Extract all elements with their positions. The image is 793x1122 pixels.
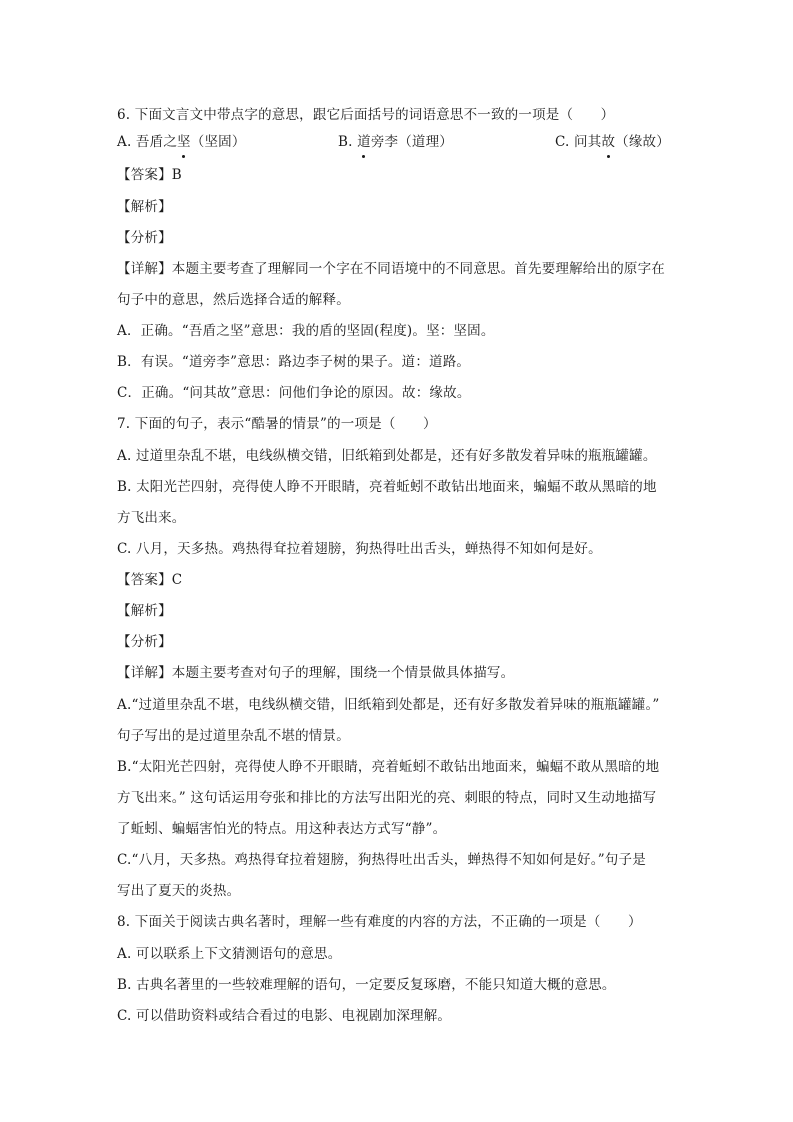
q6-option-b [338,133,453,151]
q6-option-c-prefix: C. 问其 [555,134,602,150]
q6-option-b-dotted-char: 道 [357,134,371,150]
q6-detail-line: C．正确。“问其故”意思：问他们争论的原因。故：缘故。 [117,385,471,401]
q7-option-b: B. 太阳光芒四射，亮得使人睁不开眼睛，亮着蚯蚓不敢钻出地面来，蝙蝠不敢从黑暗的地 [117,479,657,495]
q6-breakdown-heading: 【分析】 [117,230,172,246]
q7-detail-line: 【详解】本题主要考查对句子的理解，围绕一个情景做具体描写。 [117,665,515,681]
q7-detail-line: 句子写出的是过道里杂乱不堪的情景。 [117,728,350,744]
q7-option-a: A. 过道里杂乱不堪，电线纵横交错，旧纸箱到处都是，还有好多散发着异味的瓶瓶罐罐。 [117,448,657,464]
q6-option-a-dotted-char: 坚 [177,134,191,150]
q7-detail-line: C.“八月，天多热。鸡热得耷拉着翅膀，狗热得吐出舌头，蝉热得不知如何是好。”句子是 [117,852,646,868]
q8-stem: 8. 下面关于阅读古典名著时，理解一些有难度的内容的方法，不正确的一项是（ ） [117,914,642,930]
q6-option-c-suffix: （缘故） [615,134,670,150]
q7-detail-line: B.“太阳光芒四射，亮得使人睁不开眼睛，亮着蚯蚓不敢钻出地面来，蝙蝠不敢从黑暗的地 [117,759,660,775]
q6-answer: 【答案】B [117,167,182,183]
q7-breakdown-heading: 【分析】 [117,634,172,650]
q6-analysis-heading: 【解析】 [117,199,172,215]
q7-detail-line: 方飞出来。” 这句话运用夸张和排比的方法写出阳光的亮、刺眼的特点，同时又生动地描写 [117,790,657,806]
q6-detail-line: 【详解】本题主要考查了理解同一个字在不同语境中的不同意思。首先要理解给出的原字在 [117,261,665,277]
q8-option-c: C. 可以借助资料或结合看过的电影、电视剧加深理解。 [117,1008,452,1024]
q7-analysis-heading: 【解析】 [117,603,172,619]
q6-option-c-dotted-char: 故 [601,134,616,150]
q6-option-a-suffix: （坚固） [190,134,246,150]
q7-detail-line: 写出了夏天的炎热。 [117,883,241,899]
q6-detail-line: A．正确。“吾盾之坚”意思：我的盾的坚固(程度)。坚：坚固。 [117,323,495,339]
q8-option-a: A. 可以联系上下文猜测语句的意思。 [117,946,342,962]
q6-option-b-prefix: B. [338,134,358,150]
q7-option-b-cont: 方飞出来。 [117,510,186,526]
q7-detail-line: 了蚯蚓、蝙蝠害怕光的特点。用这种表达方式写“静”。 [117,821,447,837]
q6-option-a [117,133,246,151]
q6-stem: 6. 下面文言文中带点字的意思，跟它后面括号的词语意思不一致的一项是（ ） [117,107,615,123]
q7-stem: 7. 下面的句子，表示“酷暑的情景”的一项是（ ） [117,416,437,432]
q8-option-b: B. 古典名著里的一些较难理解的语句，一定要反复琢磨，不能只知道大概的意思。 [117,977,616,993]
q7-option-c: C. 八月，天多热。鸡热得耷拉着翅膀，狗热得吐出舌头，蝉热得不知如何是好。 [117,541,602,557]
q6-option-a-prefix: A. 吾盾之 [117,134,178,150]
q7-detail-line: A.“过道里杂乱不堪，电线纵横交错，旧纸箱到处都是，还有好多散发着异味的瓶瓶罐罐。” [117,697,660,713]
q7-answer: 【答案】C [117,572,183,588]
q6-option-c [555,133,670,151]
q6-option-b-suffix: 旁李（道理） [370,134,454,150]
q6-detail-line: B．有误。“道旁李”意思：路边李子树的果子。道：道路。 [117,354,471,370]
q6-detail-line: 句子中的意思，然后选择合适的解释。 [117,292,350,308]
